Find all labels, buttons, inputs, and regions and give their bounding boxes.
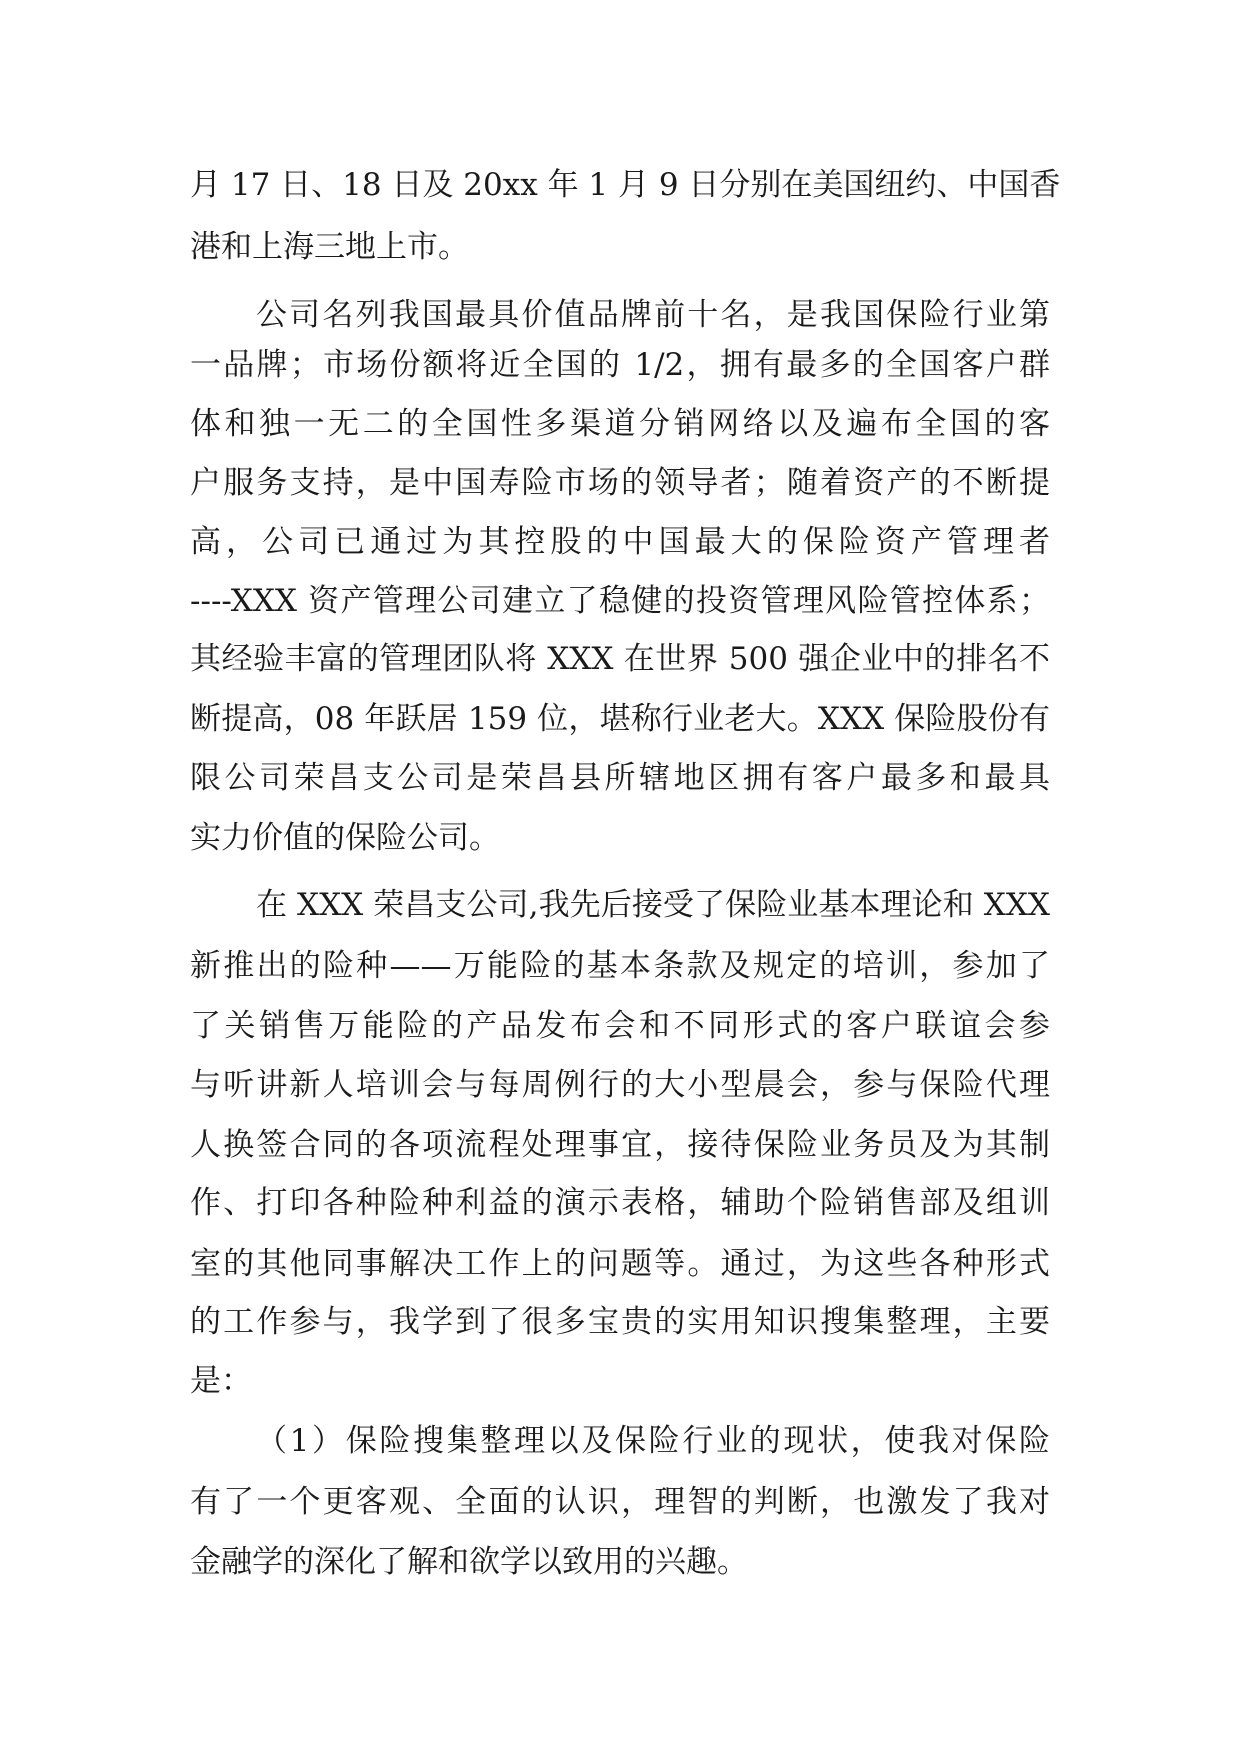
paragraph-line: 断提高，08 年跃居 159 位，堪称行业老大。XXX 保险股份有 (190, 701, 1050, 737)
paragraph-line: 有了一个更客观、全面的认识，理智的判断，也激发了我对 (190, 1484, 1050, 1520)
paragraph-line: 月 17 日、18 日及 20xx 年 1 月 9 日分别在美国纽约、中国香 (190, 167, 1061, 203)
paragraph-line: 一品牌；市场份额将近全国的 1/2，拥有最多的全国客户群 (190, 347, 1050, 383)
paragraph-line: 室的其他同事解决工作上的问题等。通过，为这些各种形式 (190, 1246, 1050, 1282)
paragraph-line: 其经验丰富的管理团队将 XXX 在世界 500 强企业中的排名不 (190, 641, 1050, 677)
paragraph-line: 的工作参与，我学到了很多宝贵的实用知识搜集整理，主要 (190, 1304, 1050, 1340)
paragraph-line: 高，公司已通过为其控股的中国最大的保险资产管理者 (190, 524, 1050, 560)
paragraph-line: 户服务支持，是中国寿险市场的领导者；随着资产的不断提 (190, 465, 1050, 501)
paragraph-line: 与听讲新人培训会与每周例行的大小型晨会，参与保险代理 (190, 1067, 1050, 1103)
paragraph-line: ----XXX 资产管理公司建立了稳健的投资管理风险管控体系； (190, 583, 1050, 619)
paragraph-line: 作、打印各种险种利益的演示表格，辅助个险销售部及组训 (190, 1185, 1050, 1221)
paragraph-line: （1）保险搜集整理以及保险行业的现状，使我对保险 (256, 1423, 1050, 1459)
paragraph-line: 体和独一无二的全国性多渠道分销网络以及遍布全国的客 (190, 406, 1050, 442)
paragraph-line: 金融学的深化了解和欲学以致用的兴趣。 (190, 1544, 748, 1580)
paragraph-line: 实力价值的保险公司。 (190, 820, 500, 856)
paragraph-line: 在 XXX 荣昌支公司,我先后接受了保险业基本理论和 XXX (256, 887, 1050, 923)
paragraph-line: 人换签合同的各项流程处理事宜，接待保险业务员及为其制 (190, 1127, 1050, 1163)
paragraph-line: 公司名列我国最具价值品牌前十名，是我国保险行业第 (256, 297, 1050, 333)
paragraph-line: 限公司荣昌支公司是荣昌县所辖地区拥有客户最多和最具 (190, 760, 1050, 796)
paragraph-line: 新推出的险种——万能险的基本条款及规定的培训，参加了 (190, 948, 1050, 984)
paragraph-line: 是： (190, 1363, 252, 1399)
paragraph-line: 港和上海三地上市。 (190, 229, 469, 265)
paragraph-line: 了关销售万能险的产品发布会和不同形式的客户联谊会参 (190, 1008, 1050, 1044)
